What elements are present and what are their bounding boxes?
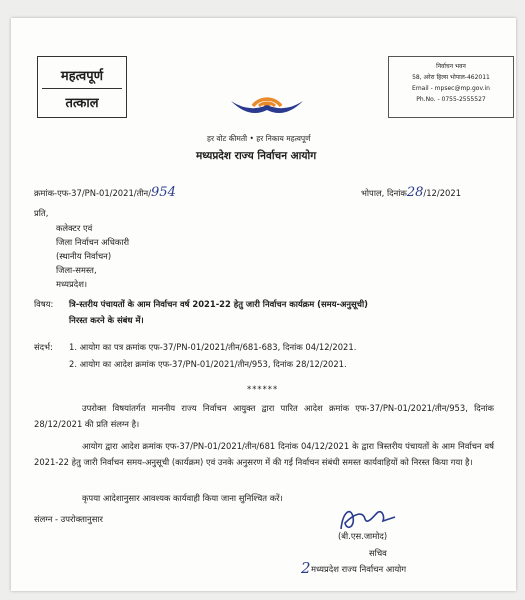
address-line: निर्वाचन भवन — [436, 63, 466, 70]
handwritten-number: 954 — [151, 185, 176, 200]
recipient-line: (स्थानीय निर्वाचन) — [56, 251, 112, 261]
paragraph-2: आयोग द्वारा आदेश क्रमांक एफ-37/PN-01/2021/तीन/681 दिनांक 04/12/2021 के द्वारा त्रिस्तरीय पंचायतों के आम निर्वाचन वर्ष 2021-22 हेतु जारी निर्वाचन समय-अनुसूची (कार्यक्रम) एवं उनके अनुसरण में की गई निर्वाचन संबंधी समस्त कार्यवाहियों को निरस्त किया गया है। — [34, 441, 494, 467]
recipient-line: जिला-समस्त, — [56, 265, 97, 275]
stamp-divider — [42, 88, 122, 89]
letter-page — [11, 18, 516, 591]
reference-item: 2. आयोग का आदेश क्रमांक एफ-37/PN-01/2021/तीन/953, दिनांक 28/12/2021. — [69, 359, 347, 369]
commission-logo-icon — [227, 76, 307, 120]
paragraph-1: उपरोक्त विषयांतर्गत माननीय राज्य निर्वाचन आयुक्त द्वारा पारित आदेश क्रमांक एफ-37/PN-01/2021/तीन/953, दिनांक 28/12/2021 की प्रति संलग्न है। — [34, 403, 494, 429]
priority-stamp — [37, 56, 127, 118]
references-label: संदर्भ: — [34, 342, 53, 352]
stamp-important: महत्वपूर्ण — [60, 69, 104, 84]
handwritten-day: 28 — [406, 185, 424, 200]
recipient-line: जिला निर्वाचन अधिकारी — [56, 237, 130, 247]
reference-prefix: क्रमांक-एफ-37/PN-01/2021/तीन/ — [34, 188, 152, 198]
recipient-block — [56, 221, 129, 291]
phone-line: Ph.No. - 0755-2555527 — [416, 96, 486, 103]
handwritten-mark: 2 — [301, 559, 311, 577]
salutation: प्रति, — [34, 208, 49, 218]
recipient-line: कलेक्टर एवं — [56, 223, 93, 233]
signatory-title: सचिव — [369, 548, 387, 558]
email-line: Email - mpsec@mp.gov.in — [412, 85, 490, 92]
signatory-name: (बी.एस.जामोद) — [338, 531, 388, 541]
enclosure-note: संलग्न - उपरोक्तानुसार — [34, 514, 103, 524]
letter-date — [361, 185, 461, 200]
date-rest: /12/2021 — [423, 188, 462, 198]
paragraph-3: कृपया आदेशानुसार आवश्यक कार्यवाही किया जाना सुनिश्चित करें। — [82, 493, 283, 503]
reference-item: 1. आयोग का पत्र क्रमांक एफ-37/PN-01/2021/तीन/681-683, दिनांक 04/12/2021. — [69, 342, 357, 352]
date-prefix: भोपाल, दिनांक — [361, 188, 407, 198]
stamp-urgent: तत्काल — [65, 96, 99, 111]
motto: हर वोट कीमती • हर निकाय महत्वपूर्ण — [207, 134, 311, 143]
separator: ****** — [247, 384, 279, 394]
address-box — [388, 56, 514, 118]
address-line: 58, अरेरा हिल्स भोपाल-462011 — [412, 74, 490, 81]
subject-line-2: निरस्त करने के संबंध में। — [69, 315, 144, 325]
recipient-line: मध्यप्रदेश। — [56, 279, 88, 289]
subject-label: विषय: — [34, 299, 54, 309]
subject-line-1: त्रि-स्तरीय पंचायतों के आम निर्वाचन वर्ष 2021-22 हेतु जारी निर्वाचन कार्यक्रम (समय-अनुसूची) — [69, 299, 368, 309]
office-title: मध्यप्रदेश राज्य निर्वाचन आयोग — [196, 150, 317, 162]
reference-number — [34, 185, 176, 200]
signatory-office: मध्यप्रदेश राज्य निर्वाचन आयोग — [311, 564, 407, 574]
